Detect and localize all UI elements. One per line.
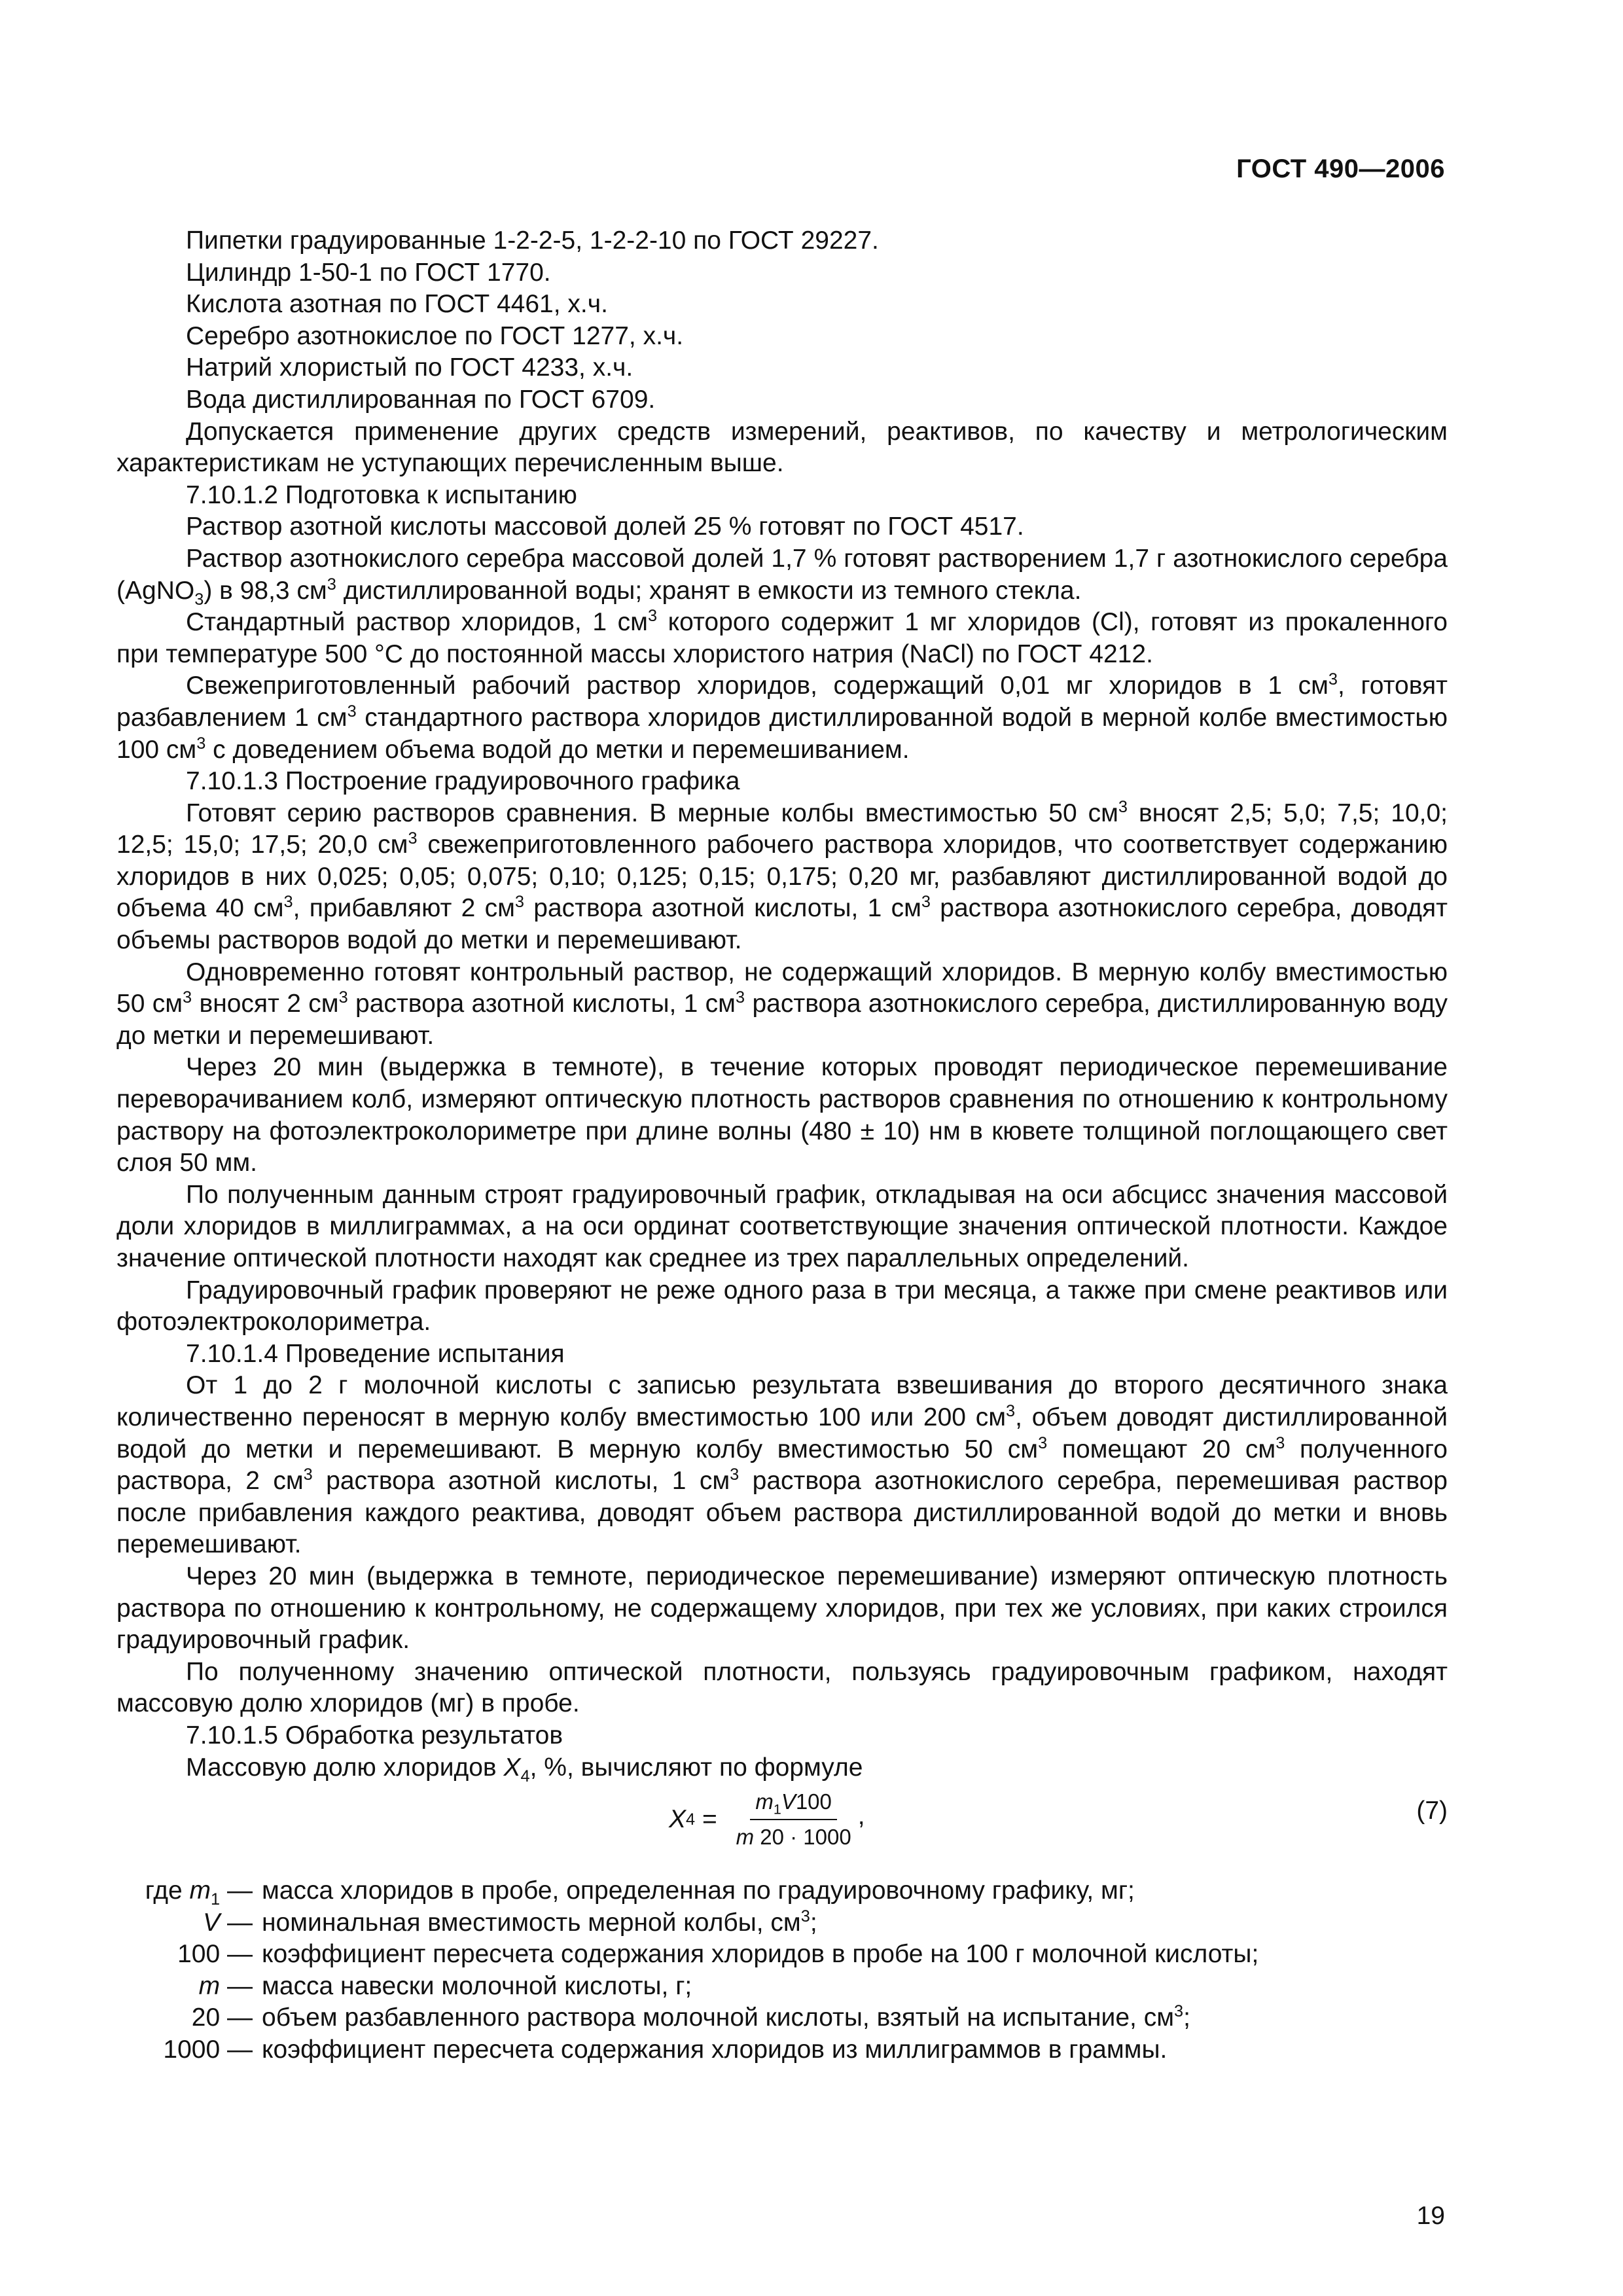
paragraph-test-procedure: От 1 до 2 г молочной кислоты с записью результата взвешивания до второго десятичного знака количественно переносят в мерную колбу вместимостью 100 или 200 $см^3$, объем доводят дистиллированной водой до метки и перемешивают. В мерную колбу вместимостью 50 $см^3$ помещают 20 $см^3$ полученного раствора, 2 $см^3$ раствора азотной кислоты, 1 $см^3$ раствора азотнокислого серебра, перемешивая раствор после прибавления каждого реактива, доводят объем раствора дистиллированной водой до метки и вновь перемешивают. <box>116 1371 1448 1559</box>
paragraph-silver-nitrate: Раствор азотнокислого серебра массовой долей 1,7 % готовят растворением 1,7 г азотнокислого серебра (AgNO$_3$) в 98,3 $см^3$ дистиллированной воды; хранят в емкости из темного стекла. <box>116 544 1448 609</box>
paragraph-nitric-acid: Раствор азотной кислоты массовой долей 25 % готовят по ГОСТ 4517. <box>186 512 1024 541</box>
list-item: Вода дистиллированная по ГОСТ 6709. <box>186 385 656 414</box>
legend-row: где $m_1$ — масса хлоридов в пробе, определенная по градуировочному графику, мг; <box>145 1876 1135 1909</box>
section-heading-7-10-1-4: 7.10.1.4 Проведение испытания <box>186 1339 565 1368</box>
paragraph-standard-solution: Стандартный раствор хлоридов, 1 $см^3$ которого содержит 1 мг хлоридов (Cl), готовят из прокаленного при температуре 500 °С до постоянной массы хлористого натрия (NaCl) по ГОСТ 4212. <box>116 607 1448 668</box>
paragraph-control-solution: Одновременно готовят контрольный раствор, не содержащий хлоридов. В мерную колбу вместимостью 50 $см^3$ вносят 2 $см^3$ раствора азотной кислоты, 1 $см^3$ раствора азотнокислого серебра, дистиллированную воду до метки и перемешивают. <box>116 958 1448 1050</box>
list-item: Цилиндр 1-50-1 по ГОСТ 1770. <box>186 258 551 287</box>
page-number: 19 <box>1416 2202 1445 2230</box>
paragraph-find-chlorides: По полученному значению оптической плотности, пользуясь градуировочным графиком, находят массовую долю хлоридов (мг) в пробе. <box>116 1657 1448 1718</box>
paragraph-comparison-series: Готовят серию растворов сравнения. В мерные колбы вместимостью 50 $см^3$ вносят 2,5; 5,0; 7,5; 10,0; 12,5; 15,0; 17,5; 20,0 $см^3$ свежеприготовленного рабочего раствора хлоридов, что соответствует содержанию хлоридов в них 0,025; 0,05; 0,075; 0,10; 0,125; 0,15; 0,175; 0,20 мг, разбавляют дистиллированной водой до объема 40 $см^3$, прибавляют 2 $см^3$ раствора азотной кислоты, 1 $см^3$ раствора азотнокислого серебра, доводят объемы растворов водой до метки и перемешивают. <box>116 797 1448 955</box>
paragraph-measurement: Через 20 мин (выдержка в темноте, периодическое перемешивание) измеряют оптическую плотность раствора по отношению к контрольному, не содержащему хлоридов, при тех же условиях, при каких строился градуировочный график. <box>116 1562 1448 1655</box>
legend-row: V — номинальная вместимость мерной колбы, $см^3$; <box>203 1907 817 1937</box>
document-body <box>116 225 1448 2066</box>
formula-fraction <box>731 1787 857 1852</box>
formula-legend <box>116 1875 1448 2066</box>
section-heading-7-10-1-3: 7.10.1.3 Построение градуировочного графика <box>186 767 740 796</box>
paragraph-calibration-graph: По полученным данным строят градуировочный график, откладывая на оси абсцисс значения массовой доли хлоридов в миллиграммах, а на оси ординат соответствующие значения оптической плотности. Каждое значение оптической плотности находят как среднее из трех параллельных определений. <box>116 1180 1448 1272</box>
section-heading-7-10-1-2: 7.10.1.2 Подготовка к испытанию <box>186 480 577 509</box>
formula-block <box>116 1785 1448 1866</box>
paragraph-optical-density: Через 20 мин (выдержка в темноте), в течение которых проводят периодическое перемешивание переворачиванием колб, измеряют оптическую плотность растворов сравнения по отношению к контрольному раствору на фотоэлектроколориметре при длине волны (480 ± 10) нм в кювете толщиной поглощающего свет слоя 50 мм. <box>116 1053 1448 1177</box>
equation-number: (7) <box>1416 1797 1448 1825</box>
legend-row: 100 — коэффициент пересчета содержания хлоридов в пробе на 100 г молочной кислоты; <box>177 1940 1259 1969</box>
legend-row: 1000 — коэффициент пересчета содержания хлоридов из миллиграммов в граммы. <box>163 2036 1168 2064</box>
formula-denominator: m 20 · 1000 <box>736 1825 851 1850</box>
paragraph-formula-intro: Массовую долю хлоридов $X_4$, %, вычисляют по формуле <box>186 1753 863 1785</box>
standard-header: ГОСТ 490—2006 <box>1236 154 1445 183</box>
list-item: Кислота азотная по ГОСТ 4461, х.ч. <box>186 290 608 319</box>
formula: X 4 = $\frac{m_1V100}{m 20 \cdot 1000}$ , <box>669 1787 865 1852</box>
list-item: Пипетки градуированные 1-2-2-5, 1-2-2-10 по ГОСТ 29227. <box>186 226 879 255</box>
list-item: Серебро азотнокислое по ГОСТ 1277, х.ч. <box>186 321 684 350</box>
paragraph-substitutes: Допускается применение других средств измерений, реактивов, по качеству и метрологическим характеристикам не уступающих перечисленным выше. <box>116 417 1448 478</box>
paragraph-graph-check: Градуировочный график проверяют не реже одного раза в три месяца, а также при смене реактивов или фотоэлектроколориметра. <box>116 1276 1448 1336</box>
formula-numerator: $m_1V100$ <box>750 1787 837 1820</box>
list-item: Натрий хлористый по ГОСТ 4233, х.ч. <box>186 353 633 382</box>
legend-row: 20 — объем разбавленного раствора молочной кислоты, взятый на испытание, $см^3$; <box>191 2002 1190 2032</box>
paragraph-working-solution: Свежеприготовленный рабочий раствор хлоридов, содержащий 0,01 мг хлоридов в 1 $см^3$, готовят разбавлением 1 $см^3$ стандартного раствора хлоридов дистиллированной водой в мерной колбе вместимостью 100 $см^3$ с доведением объема водой до метки и перемешиванием. <box>116 670 1448 764</box>
legend-row: m — масса навески молочной кислоты, г; <box>198 1971 692 2000</box>
section-heading-7-10-1-5: 7.10.1.5 Обработка результатов <box>186 1721 563 1749</box>
